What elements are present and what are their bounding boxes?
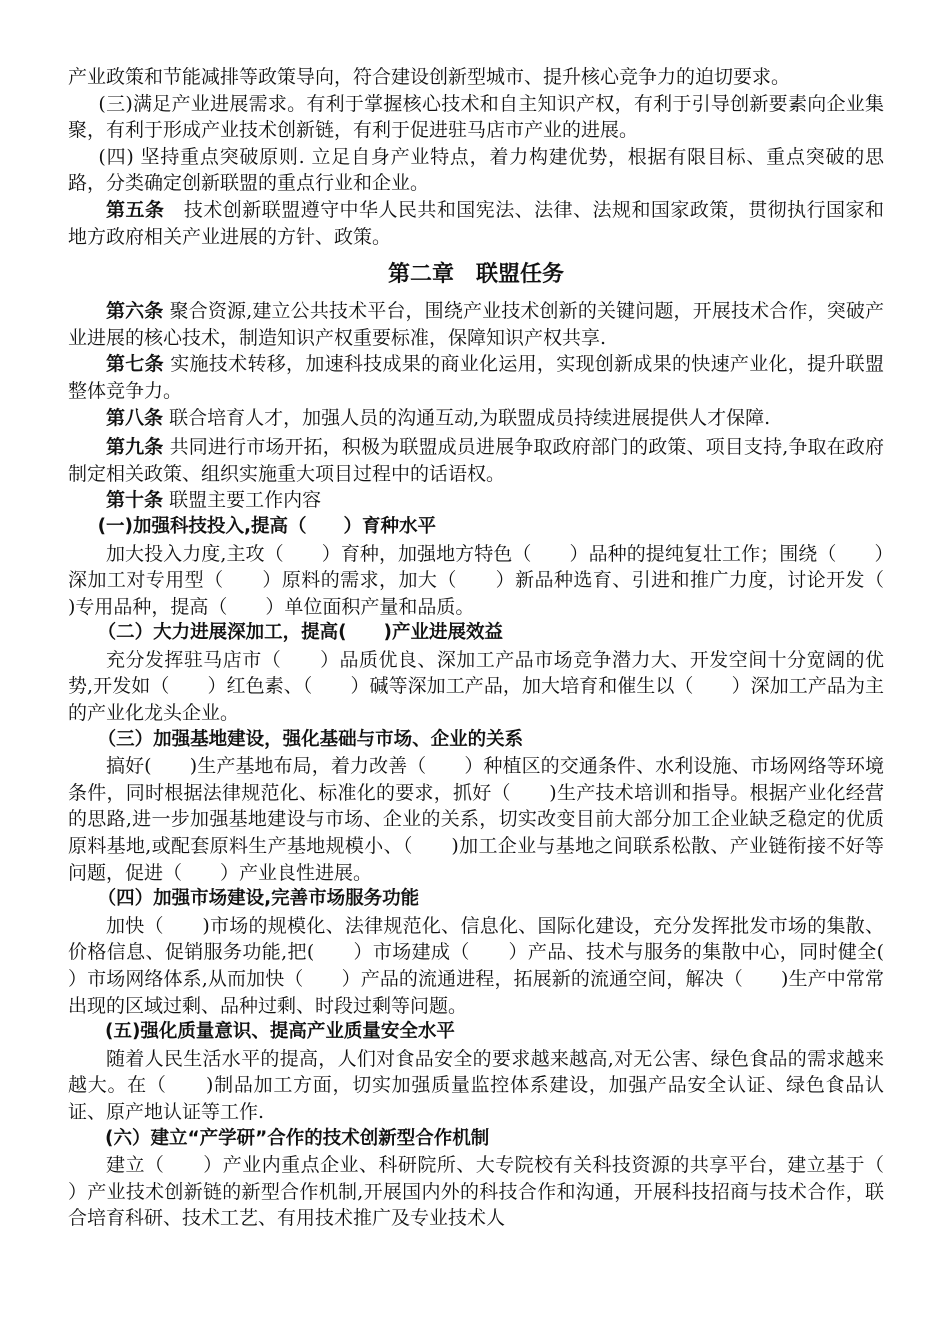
section-4-heading: （四）加强市场建设,完善市场服务功能 bbox=[97, 888, 420, 910]
article-9-title: 第九条 bbox=[106, 436, 164, 459]
section-2-heading: （二）大力进展深加工，提高( )产业进展效益 bbox=[97, 622, 504, 644]
article-9-text: 共同进行市场开拓，积极为联盟成员进展争取政府部门的政策、项目支持,争取在政府制定相关政策、组织实施重大项目过程中的话语权。 bbox=[68, 436, 884, 485]
article-5-title: 第五条 bbox=[106, 198, 165, 221]
article-8-title: 第八条 bbox=[106, 406, 164, 429]
section-6-heading: (六）建立“产学研”合作的技术创新型合作机制 bbox=[105, 1127, 490, 1149]
article-6-text: 聚合资源,建立公共技术平台，围绕产业技术创新的关键问题，开展技术合作，突破产业进展的核心技术，制造知识产权重要标准，保障知识产权共享. bbox=[68, 300, 884, 349]
section-3-text: 搞好( )生产基地布局，着力改善（ ）种植区的交通条件、水利设施、市场网络等环境条件，同时根据法律规范化、标准化的要求，抓好（ )生产技术培训和指导。根据产业化经营的思路,进一步加强基地建设与市场、企业的关系，切实改变目前大部分加工企业缺乏稳定的优质原料基地,或配套原料生产基地规模小、（ )加工企业与基地之间联系松散、产业链衔接不好等问题，促进（ ）产业良性进展。 bbox=[68, 755, 884, 884]
article-6 bbox=[68, 298, 884, 351]
paragraph-policy-guidance: 产业政策和节能减排等政策导向，符合建设创新型城市、提升核心竞争力的迫切要求。 bbox=[68, 66, 791, 88]
article-7-text: 实施技术转移，加速科技成果的商业化运用，实现创新成果的快速产业化，提升联盟整体竞争力。 bbox=[68, 353, 884, 402]
article-10-text: 联盟主要工作内容 bbox=[169, 489, 322, 512]
article-7 bbox=[68, 351, 884, 404]
article-8-text: 联合培育人才，加强人员的沟通互动,为联盟成员持续进展提供人才保障. bbox=[169, 406, 771, 429]
article-5-text: 技术创新联盟遵守中华人民共和国宪法、法律、法规和国家政策，贯彻执行国家和地方政府相关产业进展的方针、政策。 bbox=[68, 198, 884, 248]
article-8 bbox=[68, 405, 884, 432]
section-5-text: 随着人民生活水平的提高，人们对食品安全的要求越来越高,对无公害、绿色食品的需求越来越大。在（ )制品加工方面，切实加强质量监控体系建设，加强产品安全认证、绿色食品认证、原产地认证等工作. bbox=[68, 1047, 884, 1123]
section-4-text: 加快（ )市场的规模化、法律规范化、信息化、国际化建设，充分发挥批发市场的集散、价格信息、促销服务功能,把( ）市场建成（ ）产品、技术与服务的集散中心，同时健全( ）市场网络体系,从而加快（ ）产品的流通进程，拓展新的流通空间，解决（ )生产中常常出现的区域过剩、品种过剩、时段过剩等问题。 bbox=[68, 914, 923, 1017]
article-10 bbox=[68, 487, 884, 514]
section-6-text: 建立（ ）产业内重点企业、科研院所、大专院校有关科技资源的共享平台，建立基于（ ）产业技术创新链的新型合作机制,开展国内外的科技合作和沟通，开展科技招商与技术合作，联合培育科研、技术工艺、有用技术推广及专业技术人 bbox=[68, 1154, 923, 1230]
section-1-heading: (一)加强科技投入,提高（ ）育种水平 bbox=[97, 515, 437, 537]
section-5-heading: (五)强化质量意识、提高产业质量安全水平 bbox=[105, 1021, 455, 1043]
article-10-title: 第十条 bbox=[106, 489, 164, 512]
section-2-text: 充分发挥驻马店市（ ）品质优良、深加工产品市场竞争潜力大、开发空间十分宽阔的优势,开发如（ ）红色素、（ ）碱等深加工产品，加大培育和催生以（ ）深加工产品为主的产业化龙头企业。 bbox=[68, 648, 884, 725]
paragraph-industry-demand: (三)满足产业进展需求。有利于掌握核心技术和自主知识产权，有利于引导创新要素向企业集聚，有利于形成产业技术创新链，有利于促进驻马店市产业的进展。 bbox=[68, 92, 884, 142]
section-3-heading: （三）加强基地建设，强化基础与市场、企业的关系 bbox=[97, 728, 524, 750]
article-6-title: 第六条 bbox=[106, 300, 164, 323]
article-5 bbox=[68, 197, 884, 250]
paragraph-key-breakthrough: (四) 坚持重点突破原则. 立足自身产业特点，着力构建优势，根据有限目标、重点突破的思路，分类确定创新联盟的重点行业和企业。 bbox=[68, 145, 884, 195]
section-1-text: 加大投入力度,主攻（ ）育种，加强地方特色（ ）品种的提纯复壮工作；围绕（ ）深加工对专用型（ ）原料的需求，加大（ ）新品种选育、引进和推广力度，讨论开发（ )专用品种，提高（ ）单位面积产量和品质。 bbox=[68, 542, 923, 618]
article-9 bbox=[68, 434, 884, 487]
article-7-title: 第七条 bbox=[106, 353, 164, 376]
chapter-2-title: 第二章 联盟任务 bbox=[387, 262, 564, 288]
